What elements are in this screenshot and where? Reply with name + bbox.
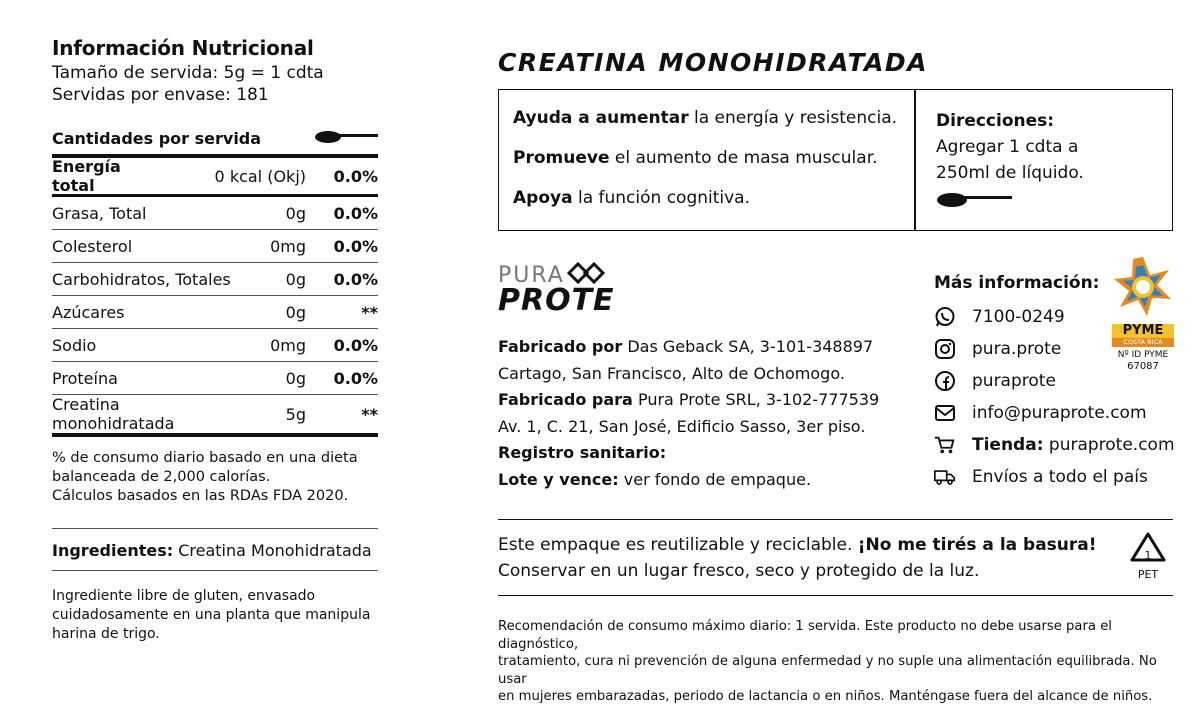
maker-line [498,467,879,494]
pyme-badge [1112,256,1174,381]
contact-shipping [934,461,1175,493]
nutrient-name: Azúcares [52,302,125,322]
nutrient-row-fat [52,197,378,230]
nutrient-row-sugars [52,296,378,329]
pyme-label: PYME [1112,324,1174,338]
nutrient-row-sodium [52,329,378,362]
directions-line: 250ml de líquido. [936,163,1084,183]
nutrient-row-protein [52,362,378,395]
mail-icon [934,402,956,424]
facebook-handle: puraprote [972,371,1056,391]
pet-number: 1 [1144,549,1152,562]
pet-label: PET [1137,568,1159,581]
nutrient-name: Sodio [52,335,97,355]
brand-logo-bottom: PROTE [498,283,615,318]
maker-line: Cartago, San Francisco, Alto de Ochomogo. [498,363,845,383]
maker-line: Av. 1, C. 21, San José, Edificio Sasso, 3er piso. [498,416,866,436]
nutrient-row-cholesterol [52,230,378,263]
directions-title: Direcciones: [936,111,1055,131]
nutrient-row-carbs [52,263,378,296]
brand-logo-top: PURA [498,262,565,288]
energy-value: 0 kcal (Okj) [214,166,306,186]
gluten-line: cuidadosamente en una planta que manipula [52,607,371,623]
maker-line [498,440,879,467]
recycle-icon [1129,532,1167,562]
benefit-bold: Ayuda a aumentar [513,108,689,128]
instagram-icon [934,338,956,360]
contact-email [934,397,1175,429]
disclaimer-line: en mujeres embarazadas, periodo de lactancia o en niños. Manténgase fuera del alcance de niños. [498,689,1153,704]
cart-icon [934,434,956,456]
ingredients-label: Ingredientes: [52,541,174,560]
nutrient-percent: 0.0% [333,368,378,388]
nutrient-name: Carbohidratos, Totales [52,269,231,289]
maker-label: Lote y vence: [498,469,619,489]
nutrient-name: Colesterol [52,236,133,256]
footnote-line: % de consumo diario basado en una dieta [52,450,358,466]
gluten-line: Ingrediente libre de gluten, envasado [52,588,316,604]
footnote-line: Cálculos basados en las RDAs FDA 2020. [52,488,349,504]
storage-line: Conservar en un lugar fresco, seco y protegido de la luz. [498,561,980,581]
benefit-text: la función cognitiva. [572,188,750,208]
benefit-text: el aumento de masa muscular. [609,148,878,168]
energy-row [52,158,378,197]
pet-recycle-symbol [1129,532,1167,588]
nutrient-value: 0mg [270,335,306,355]
benefits-list [513,108,897,228]
disclaimer [498,618,1178,706]
pyme-id-label: Nº ID PYME [1117,350,1169,360]
recycle-notice [498,519,1173,596]
gluten-notice [52,587,378,644]
nutrition-title: Información Nutricional [52,36,314,60]
benefit-item [513,108,897,148]
benefit-item [513,188,897,228]
nutrition-facts-panel [52,36,378,644]
nutrient-value: 0g [285,203,306,223]
pyme-emblem-icon [1112,256,1174,318]
gluten-line: harina de trigo. [52,626,160,642]
spoon-icon [936,188,1161,218]
recycle-text: Este empaque es reutilizable y reciclable. [498,535,858,555]
maker-label: Fabricado por [498,337,623,356]
brand-logo [498,262,615,322]
store-url: puraprote.com [1043,435,1175,455]
directions-line: Agregar 1 cdta a [936,137,1079,157]
nutrient-value: 0g [285,302,306,322]
nutrient-percent: 0.0% [333,203,378,223]
benefits-directions-box [498,89,1173,231]
servings-per-container: Servidas por envase: 181 [52,85,269,105]
recycle-bold: ¡No me tirés a la basura! [857,535,1097,555]
nutrient-percent: 0.0% [333,335,378,355]
spoon-icon [314,126,378,150]
truck-icon [934,466,956,488]
disclaimer-line: Recomendación de consumo máximo diario: 1 servida. Este producto no debe usarse para el diagnóstico, [498,619,1112,652]
nutrient-value: 0mg [270,236,306,256]
serving-size: Tamaño de servida: 5g = 1 cdta [52,63,324,83]
box-divider [914,90,916,230]
benefit-bold: Apoya [513,188,573,208]
contact-title: Más información: [934,273,1100,293]
maker-label: Fabricado para [498,390,633,409]
amount-header-label: Cantidades por servida [52,128,262,148]
benefit-bold: Promueve [513,148,610,168]
maker-text: ver fondo de empaque. [618,469,812,489]
phone-number: 7100-0249 [972,307,1065,327]
maker-text: Pura Prote SRL, 3-102-777539 [632,390,880,409]
nutrient-value: 5g [285,404,306,424]
nutrient-row-creatine [52,395,378,437]
maker-label: Registro sanitario: [498,443,667,462]
nutrient-percent: 0.0% [333,269,378,289]
manufacturer-info [498,334,879,493]
maker-text: Das Geback SA, 3-101-348897 [622,337,874,356]
instagram-handle: pura.prote [972,339,1062,359]
benefit-item [513,148,897,188]
facebook-icon [934,370,956,392]
nutrient-percent: 0.0% [333,236,378,256]
ingredients [52,528,378,571]
nutrient-name: Grasa, Total [52,203,147,223]
benefit-text: la energía y resistencia. [688,108,898,128]
disclaimer-line: tratamiento, cura ni prevención de alguna enfermedad y no suple una alimentación equilibrada. No usar [498,654,1157,687]
store-line [972,435,1175,455]
nutrient-value: 0g [285,368,306,388]
energy-percent: 0.0% [333,166,378,186]
maker-line [498,387,879,414]
contact-store [934,429,1175,461]
nutrient-percent: ** [361,404,378,424]
maker-line [498,334,879,361]
nutrient-value: 0g [285,269,306,289]
shipping-text: Envíos a todo el país [972,467,1148,487]
footnote-line: balanceada de 2,000 calorías. [52,469,271,485]
amount-per-serving-header [52,126,378,158]
pyme-id: 67087 [1127,361,1159,372]
ingredients-value: Creatina Monohidratada [178,541,372,560]
store-label: Tienda: [972,435,1044,455]
daily-value-footnote [52,449,378,506]
pyme-country: COSTA RICA [1112,338,1174,347]
directions [936,108,1161,218]
email-address: info@puraprote.com [972,403,1147,423]
whatsapp-icon [934,306,956,328]
energy-name: Energía total [52,157,121,195]
nutrient-name: Creatina monohidratada [52,395,175,433]
nutrient-percent: ** [361,302,378,322]
nutrient-name: Proteína [52,368,118,388]
recycle-line [498,532,1173,558]
product-name: CREATINA MONOHIDRATADA [498,48,929,77]
